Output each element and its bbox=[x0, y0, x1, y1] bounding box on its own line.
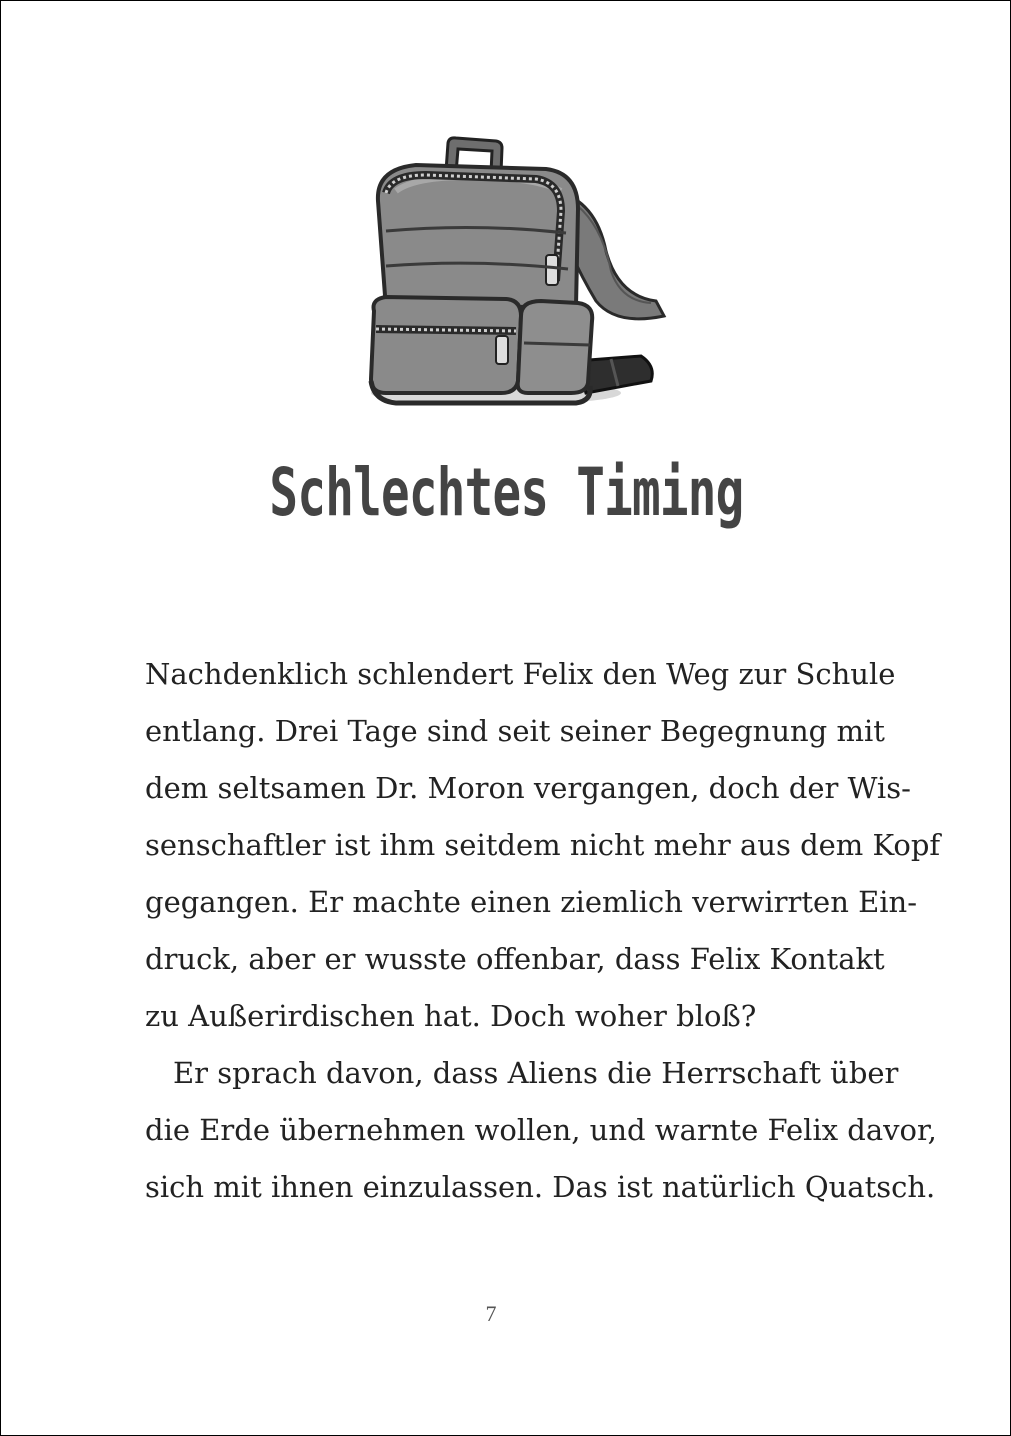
text-line: die Erde übernehmen wollen, und warnte Felix davor, bbox=[145, 1113, 937, 1147]
text-line: sich mit ihnen einzulassen. Das ist natürlich Quatsch. bbox=[145, 1170, 936, 1204]
text-line: gegangen. Er machte einen ziemlich verwirrten Ein- bbox=[145, 885, 918, 919]
backpack-illustration bbox=[356, 131, 676, 416]
text-line: senschaftler ist ihm seitdem nicht mehr aus dem Kopf bbox=[145, 828, 941, 862]
text-line: entlang. Drei Tage sind seit seiner Begegnung mit bbox=[145, 714, 885, 748]
text-line: zu Außerirdischen hat. Doch woher bloß? bbox=[145, 999, 757, 1033]
page-number: 7 bbox=[485, 1301, 497, 1326]
body-text bbox=[145, 646, 941, 1216]
text-line: druck, aber er wusste offenbar, dass Felix Kontakt bbox=[145, 942, 885, 976]
chapter-title: Schlechtes Timing bbox=[269, 454, 744, 531]
text-line: dem seltsamen Dr. Moron vergangen, doch der Wis- bbox=[145, 771, 911, 805]
text-line: Er sprach davon, dass Aliens die Herrschaft über bbox=[173, 1056, 899, 1090]
text-line: Nachdenklich schlendert Felix den Weg zur Schule bbox=[145, 657, 896, 691]
